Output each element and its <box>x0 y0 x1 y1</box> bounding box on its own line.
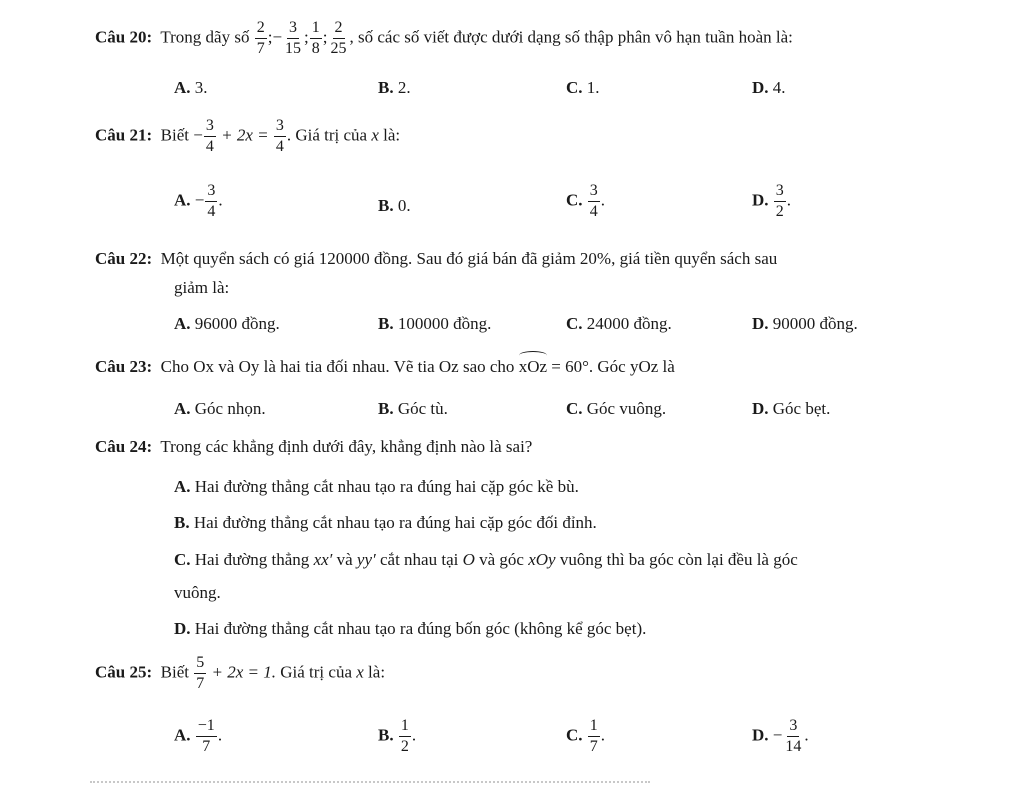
question-number: Câu 20: <box>95 27 153 47</box>
option-a[interactable]: A. 3. <box>174 78 208 97</box>
option-b[interactable]: B. 2. <box>378 78 411 97</box>
fraction: $\frac{2}{25}$ <box>330 19 347 57</box>
question-number: Câu 21: <box>95 125 153 145</box>
angle-notation: xOz <box>518 357 548 376</box>
fraction: $\frac{5}{7}$ <box>196 654 205 692</box>
option-b[interactable]: B. Góc tù. <box>378 399 448 418</box>
option-d[interactable]: D. $\frac{3}{2}$ . <box>752 182 792 220</box>
option-c[interactable]: C. 1. <box>566 78 600 97</box>
option-b[interactable]: B. $\frac{1}{2}$ . <box>378 717 417 755</box>
minus-sign: − <box>272 27 283 47</box>
variable: x <box>356 662 364 682</box>
option-d[interactable]: D. Hai đường thẳng cắt nhau tạo ra đúng bốn góc (không kể góc bẹt). <box>174 619 647 638</box>
option-c[interactable]: C. $\frac{1}{7}$ . <box>566 717 606 755</box>
option-a[interactable]: A. 96000 đồng. <box>174 314 280 333</box>
option-d[interactable]: D. 90000 đồng. <box>752 314 858 333</box>
question-number: Câu 24: <box>95 437 153 456</box>
option-d[interactable]: D. − $\frac{3}{14}$ . <box>752 717 809 755</box>
question-20-stem: Câu 20: Trong dãy số $\frac{2}{7}$ ;− $\frac{3}{15}$ ; $\frac{1}{8}$ ; $\frac{2}{25}$ , số các số viết được dưới dạng số thập phân vô hạn tuần hoàn là: <box>95 19 793 57</box>
option-a[interactable]: A. $\frac{-1}{7}$ . <box>174 717 223 755</box>
equation-part: + 2x = 1. <box>211 662 276 682</box>
option-c[interactable]: C. $\frac{3}{4}$ . <box>566 182 606 220</box>
option-a[interactable]: A. Góc nhọn. <box>174 399 266 418</box>
stem-text: Trong dãy số <box>160 27 250 47</box>
fraction: $\frac{3}{4}$ <box>205 117 214 155</box>
stem-text: Giá trị của <box>280 662 352 682</box>
option-a[interactable]: A. − $\frac{3}{4}$ . <box>174 182 223 220</box>
question-24-stem <box>95 437 532 457</box>
stem-text: Biết <box>160 125 189 145</box>
option-b[interactable]: B. 0. <box>378 196 411 215</box>
question-22-stem <box>95 249 777 269</box>
option-c[interactable]: C. 24000 đồng. <box>566 314 672 333</box>
option-c[interactable]: C. Hai đường thẳng xx′ và yy′ cắt nhau tại O và góc xOy vuông thì ba góc còn lại đều là góc <box>174 550 798 569</box>
variable: x <box>371 125 379 145</box>
option-d[interactable]: D. 4. <box>752 78 786 97</box>
stem-text: , số các số viết được dưới dạng số thập phân vô hạn tuần hoàn là: <box>349 27 793 47</box>
option-a[interactable]: A. Hai đường thẳng cắt nhau tạo ra đúng hai cặp góc kề bù. <box>174 477 579 496</box>
question-number: Câu 22: <box>95 249 153 268</box>
option-b[interactable]: B. Hai đường thẳng cắt nhau tạo ra đúng hai cặp góc đối đỉnh. <box>174 513 597 532</box>
stem-text: . Góc yOz là <box>588 357 675 376</box>
option-c-line2: vuông. <box>174 583 221 602</box>
fraction: $\frac{2}{7}$ <box>256 19 265 57</box>
stem-text: Trong các khẳng định dưới đây, khẳng định nào là sai? <box>160 437 533 456</box>
question-number: Câu 25: <box>95 662 153 682</box>
minus-sign: − <box>193 125 203 145</box>
fraction: $\frac{3}{4}$ <box>275 117 284 155</box>
stem-text: . Giá trị của <box>286 125 368 145</box>
question-21-stem <box>95 118 400 155</box>
equation-part: + 2x = <box>221 125 269 145</box>
fraction: $\frac{1}{8}$ <box>311 19 320 57</box>
option-d[interactable]: D. Góc bẹt. <box>752 399 831 418</box>
question-25-stem <box>95 655 385 692</box>
page-cutoff-divider <box>90 781 650 783</box>
option-c[interactable]: C. Góc vuông. <box>566 399 667 418</box>
stem-text: là: <box>368 662 386 682</box>
question-number: Câu 23: <box>95 357 153 376</box>
angle-value: = 60° <box>551 357 589 376</box>
question-22-stem-line2: giảm là: <box>174 278 230 297</box>
stem-text: Biết <box>160 662 189 682</box>
question-23-stem <box>95 357 675 377</box>
option-b[interactable]: B. 100000 đồng. <box>378 314 492 333</box>
fraction: $\frac{3}{15}$ <box>285 19 302 57</box>
stem-text: là: <box>383 125 401 145</box>
stem-text: Một quyển sách có giá 120000 đồng. Sau đó giá bán đã giảm 20%, giá tiền quyển sách sau <box>160 249 778 268</box>
stem-text: Cho Ox và Oy là hai tia đối nhau. Vẽ tia Oz sao cho <box>160 357 515 376</box>
